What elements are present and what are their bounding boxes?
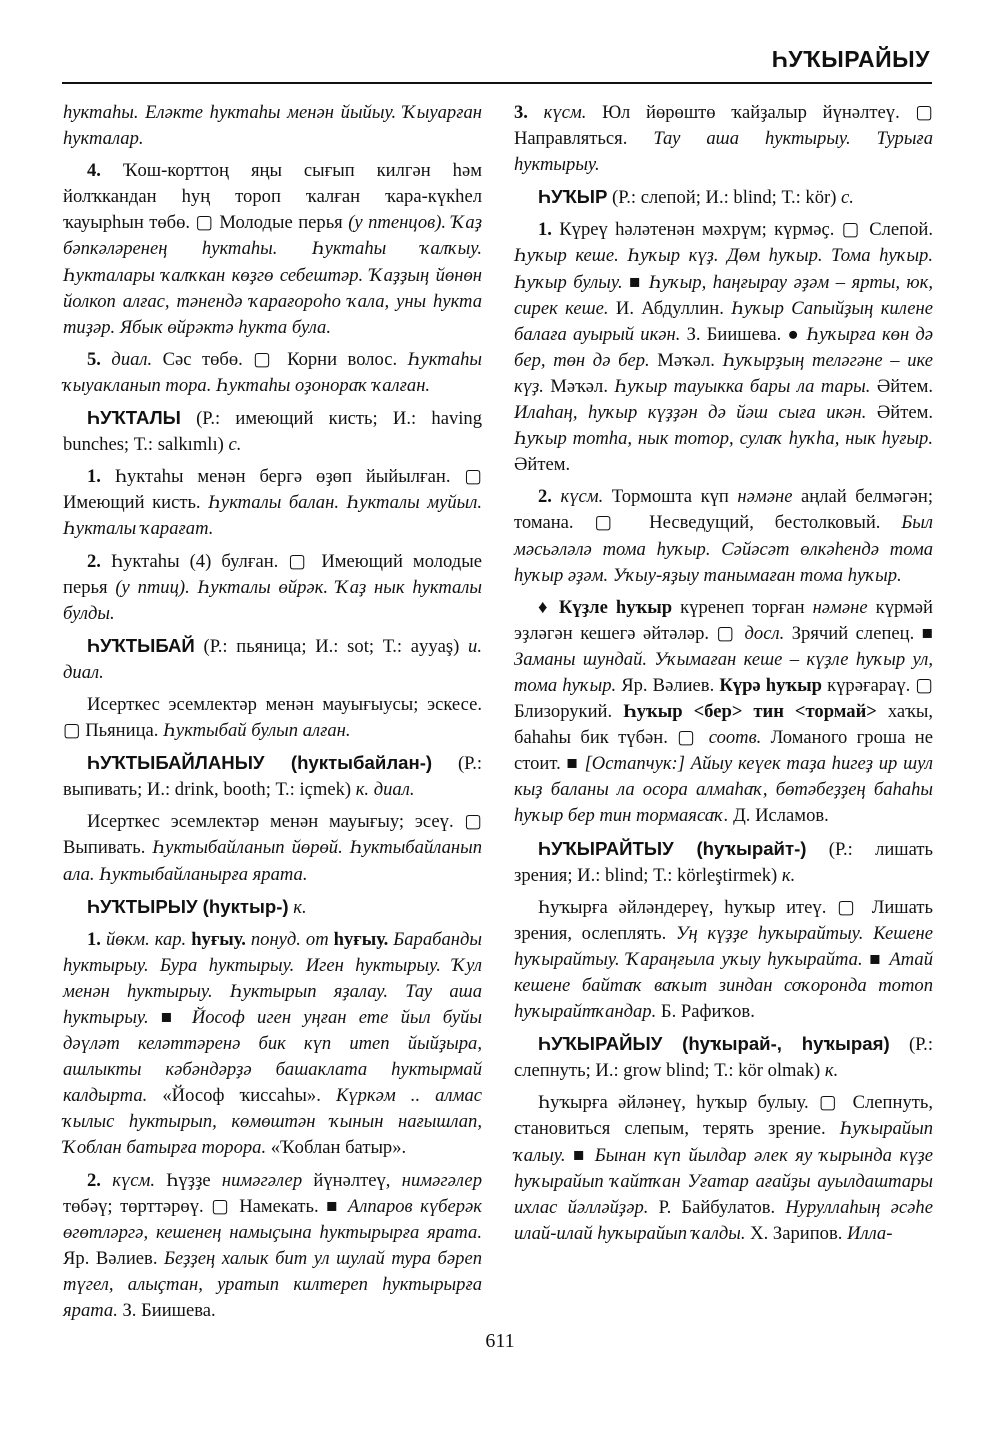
entry-text: Алпаров күберәк өгөтләргә, кешенең намыҫына һуктырырға ярата. bbox=[63, 1195, 483, 1243]
entry-text: Тау аша һуктырыу. Турыға һуктырыу. bbox=[514, 128, 933, 176]
entry-text: Исерткес эсемлектәр менән мауығыу; эсеү. ▢ Выпивать. bbox=[63, 811, 482, 859]
entry-text: Һүҙҙе bbox=[154, 1169, 222, 1191]
entry-text: Зрячий слепец. ■ bbox=[784, 622, 933, 644]
entry-text: хаҡы, баһаһы бик түбән. ▢ bbox=[514, 701, 933, 749]
entry-text: Һуҡырға көн дә бер, төн дә бер. bbox=[514, 323, 934, 371]
entry-text: Әйтем. bbox=[866, 402, 933, 424]
dictionary-paragraph bbox=[514, 1090, 933, 1247]
entry-text: Һуктыбай булып алған. bbox=[163, 720, 351, 742]
entry-text: күсм. bbox=[560, 486, 604, 508]
dictionary-paragraph bbox=[63, 692, 482, 744]
entry-text: йүнәлтеү, bbox=[302, 1169, 402, 1191]
entry-text bbox=[101, 1170, 112, 1191]
entry-text: (Р.: имеющий кисть; И.: having bunches; Т.: salkımlı) bbox=[63, 408, 482, 456]
entry-text: Мәҡәл. bbox=[543, 375, 615, 397]
entry-text: күрмәй эҙләгән кешегә әйтәләр. ▢ bbox=[514, 596, 933, 644]
entry-headword: ҺУҠЫРАЙЫУ (һуҡырай-, һуҡырая) bbox=[538, 1033, 890, 1055]
left-column bbox=[63, 100, 482, 1330]
entry-text: Һуҡыр, һаңғырау әҙәм – ярты, юк, сирек кеше. bbox=[514, 271, 933, 319]
dictionary-paragraph bbox=[63, 549, 482, 627]
entry-text: (Р.: выпивать; И.: drink, booth; Т.: içmek) bbox=[63, 753, 483, 801]
entry-text: (у птенцов). Ҡаҙ бәпкәләренең һуктаһы. Һуктаһы ҡалҡыу. Һукталары ҡалҡкан көҙгө себештәр. Ҡаҙҙың йөнөн йолкоп алғас, тәнендә ҡарағороһо ҡала, уны һукта тиҙәр. Ябык өйрәктә һукта була. bbox=[63, 212, 482, 338]
dictionary-paragraph bbox=[63, 894, 482, 921]
entry-headword: ҺУҠТЫБАЙЛАНЫУ (һуктыбайлан-) bbox=[87, 752, 433, 774]
entry-text: Әйтем. bbox=[870, 375, 934, 397]
entry-text: күренеп торған bbox=[672, 596, 813, 618]
entry-text: нәмәне bbox=[812, 596, 868, 618]
entry-text: Ломаного гроша не стоит. ■ bbox=[514, 727, 933, 775]
dictionary-paragraph bbox=[63, 464, 482, 542]
entry-text: Илаһаң, һуҡыр күҙҙән дә йәш сыға икән. bbox=[514, 402, 867, 424]
entry-text: «Йософ ҡиссаһы». bbox=[147, 1085, 336, 1107]
entry-text: (Р.: пьяница; И.: sot; Т.: ayyaş) bbox=[194, 635, 469, 657]
right-column bbox=[514, 100, 933, 1253]
entry-text: Һуҡыр тотһа, нык тотор, сулаҡ һуҡһа, нык һуғыр. bbox=[514, 428, 933, 450]
entry-text: Сәс төбө. ▢ Корни волос. bbox=[152, 348, 408, 370]
entry-text: с. bbox=[841, 187, 854, 209]
entry-text: йөкм. кар. bbox=[105, 928, 187, 950]
entry-text: Уң күҙҙе һуҡырайтыу. Кешене һуҡырайтыу. Ҡараңғыла уҡыу һуҡырайта. bbox=[514, 922, 933, 970]
dictionary-paragraph bbox=[63, 633, 482, 686]
entry-text: Был мәсьәләлә тома һуҡыр. Сәйәсәт өлкәһендә тома һуҡыр әҙәм. Уҡыу-яҙыу танымаған тома һуҡыр. bbox=[514, 512, 933, 586]
entry-headword: ҺУҠТЫБАЙ bbox=[87, 634, 195, 656]
entry-text: (Р.: слепой; И.: blind; Т.: kör) bbox=[607, 187, 842, 209]
entry-text: Илла- bbox=[847, 1222, 893, 1244]
page-number: 611 bbox=[485, 1330, 515, 1352]
entry-text: Б. Рафиҡов. bbox=[656, 1001, 755, 1023]
dictionary-paragraph bbox=[514, 100, 933, 178]
entry-text: аңлай белмәгән; томана. ▢ Несведущий, бестолковый. bbox=[514, 486, 933, 534]
entry-text: 2. bbox=[538, 486, 552, 508]
entry-text: ♦ bbox=[538, 596, 559, 618]
entry-text: Д. Исламов. bbox=[728, 805, 829, 827]
entry-text: Һуҡыр <бер> тин <тормай> bbox=[623, 701, 877, 723]
entry-text: З. Биишева. ● bbox=[680, 323, 807, 345]
entry-text bbox=[101, 349, 111, 370]
entry-text: һуғыу. bbox=[333, 928, 389, 950]
entry-text: к. диал. bbox=[355, 779, 415, 801]
entry-text: Һуктаһы ҡыуакланып тора. Һуктаһы оҙонораҡ ҡалған. bbox=[63, 348, 483, 396]
entry-text: 2. bbox=[87, 550, 101, 572]
entry-text: Мәҡәл. bbox=[649, 349, 723, 371]
entry-text: Яр. Вәлиев. bbox=[63, 1247, 165, 1269]
entry-text: Һуҡырҙың теләгәне – ике күҙ. bbox=[514, 349, 933, 397]
entry-text: «Ҡоблан батыр». bbox=[266, 1137, 407, 1159]
entry-text: ■ bbox=[565, 1144, 595, 1166]
entry-text: Һуктаһы (4) булған. ▢ Имеющий молодые перья bbox=[63, 550, 482, 598]
entry-text: Юл йөрөштө ҡайҙалыр йүнәлтеү. ▢ Направляться. bbox=[514, 102, 934, 150]
entry-text: 4. bbox=[87, 160, 101, 182]
dictionary-paragraph bbox=[63, 1168, 482, 1325]
entry-text: һуктаһы. Еләкте һуктаһы менән йыйыу. Ҡыуарған һукталар. bbox=[63, 102, 482, 150]
entry-text: нимәгәлер bbox=[401, 1169, 482, 1191]
entry-text: [Остапчук:] Айыу кеүек таҙа һигеҙ ир шул кыҙ баланы ла осора алмаһаҡ, бөтәбеҙҙең баһаһы һуҡыр бер тин тормаясаҡ. bbox=[514, 753, 933, 827]
dictionary-paragraph bbox=[63, 405, 482, 458]
entry-text: досл. bbox=[744, 622, 785, 644]
entry-text: Һуктыбайланып йөрөй. Һуктыбайланып ала. Һуктыбайланырға ярата. bbox=[63, 837, 482, 885]
entry-text: ■ bbox=[862, 948, 890, 970]
entry-text: Тормошта күп bbox=[603, 486, 738, 508]
entry-text: Һуҡыр тауыкка бары ла тары. bbox=[614, 375, 871, 397]
dictionary-paragraph bbox=[63, 347, 482, 399]
running-head: ҺУҠЫРАЙЫУ bbox=[771, 46, 930, 72]
entry-text: күсм. bbox=[543, 102, 587, 123]
entry-text: (Р.: слепнуть; И.: grow blind; Т.: kör olmak) bbox=[514, 1034, 933, 1082]
entry-text bbox=[552, 486, 561, 507]
dictionary-paragraph bbox=[63, 158, 482, 341]
entry-text: 5. bbox=[87, 348, 101, 370]
entry-text: Күҙле һуҡыр bbox=[558, 596, 673, 618]
entry-text: Ҡош-корттоң яңы сығып килгән һәм йолҡкандан һуң тороп ҡалған ҡара-күкһел ҡауырһын төбө. ▢ Молодые перья bbox=[63, 160, 482, 234]
entry-text: күрәғараү. ▢ Близорукий. bbox=[514, 674, 933, 723]
entry-text: 3. bbox=[514, 102, 528, 123]
entry-text: Яр. Вәлиев. bbox=[616, 674, 720, 696]
entry-text: Бынан күп йылдар әлек яу ҡырында күҙе һуҡырайып ҡайтҡан Уғатар ағайҙы ауылдаштары ихлас йәлләйҙәр. bbox=[514, 1144, 933, 1218]
entry-text: Һуҡыр Сапыйҙың килене балаға ауырый икән. bbox=[514, 297, 933, 345]
dictionary-paragraph bbox=[63, 927, 482, 1162]
entry-text: Күреү һәләтенән мәхрүм; күрмәҫ. ▢ Слепой. bbox=[551, 219, 933, 241]
dictionary-paragraph bbox=[63, 750, 482, 803]
entry-text: Һуҡырға әйләнеү, һуҡыр булыу. ▢ Слепнуть, становиться слепым, терять зрение. bbox=[514, 1092, 933, 1140]
entry-text: Һуҡырайып ҡалыу. bbox=[514, 1118, 933, 1166]
entry-text: Р. Байбулатов. bbox=[648, 1196, 786, 1218]
entry-text: понуд. от bbox=[250, 928, 329, 950]
entry-text: Барабанды һуктырыу. Бура һуктырыу. Иген һуктырыу. Ҡул менән һуктырыу. Һуктырып яҙалау. Тау аша һуктырыу. bbox=[63, 928, 483, 1028]
dictionary-paragraph bbox=[514, 184, 933, 211]
entry-headword: ҺУҠЫР bbox=[538, 186, 608, 208]
dictionary-paragraph bbox=[514, 836, 933, 889]
entry-text: ■ bbox=[148, 1007, 192, 1028]
entry-text: нәмәне bbox=[737, 486, 793, 508]
entry-text: Күркәм .. алмас ҡылыс һуктырып, көмөштән ҡынын нағышлап, Ҡоблан батырға торора. bbox=[63, 1085, 482, 1159]
entry-text: (Р.: лишать зрения; И.: blind; Т.: körleştirmek) bbox=[514, 838, 933, 886]
entry-text: нимәгәлер bbox=[221, 1169, 303, 1191]
entry-text: диал. bbox=[111, 348, 153, 370]
dictionary-paragraph bbox=[514, 1031, 933, 1084]
entry-text: Әйтем. bbox=[514, 454, 571, 476]
entry-text: һуғыу. bbox=[191, 928, 246, 950]
entry-text: к. bbox=[824, 1060, 839, 1082]
entry-text: и. диал. bbox=[63, 635, 482, 683]
entry-text: Беҙҙең халык бит ул шулай тура бәреп түгел, алыҫтан, уратып килтереп һуктырырға ярата. bbox=[63, 1247, 482, 1322]
entry-headword: ҺУҠЫРАЙТЫУ (һуҡырайт-) bbox=[538, 837, 807, 859]
entry-text: ■ bbox=[622, 271, 649, 293]
entry-text: к. bbox=[293, 896, 307, 918]
entry-text: к. bbox=[781, 864, 796, 886]
entry-text: Заманы шундай. Уҡымаған кеше – күҙле һуҡыр ул, тома һуҡыр. bbox=[514, 648, 933, 696]
entry-text: Йософ иген уңған ете йыл буйы дәүләт келәттәренә бик күп итеп йыйҙыра, ашлыкты кәбәндәрҙә башаклата һуктырмай калдырта. bbox=[63, 1007, 483, 1107]
entry-text: Нуруллаһың әсәһе илай-илай һуҡырайып ҡалды. bbox=[514, 1196, 933, 1244]
dictionary-paragraph bbox=[63, 809, 482, 887]
entry-text: с. bbox=[228, 434, 242, 456]
entry-text: Һуҡырға әйләндереү, һуҡыр итеү. ▢ Лишать зрения, ослеплять. bbox=[514, 896, 933, 944]
entry-text: З. Биишева. bbox=[117, 1300, 216, 1322]
dictionary-paragraph bbox=[514, 484, 933, 588]
entry-text: 2. bbox=[87, 1169, 101, 1191]
entry-text: 1. bbox=[87, 466, 101, 488]
entry-text: И. Абдуллин. bbox=[608, 297, 732, 319]
entry-headword: ҺУҠТАЛЫ bbox=[87, 407, 181, 429]
entry-text: 1. bbox=[538, 219, 552, 241]
entry-text: Һуктаһы менән бергә өҙөп йыйылған. ▢ Имеющий кисть. bbox=[63, 466, 482, 514]
entry-text: төбәү; төрттәрөү. ▢ Намекать. ■ bbox=[63, 1195, 348, 1217]
entry-text: Һукталы балан. Һукталы муйыл. Һукталы ҡарағат. bbox=[63, 492, 482, 540]
entry-text: (у птиц). Һукталы өйрәк. Ҡаҙ нык һукталы булды. bbox=[63, 576, 482, 624]
dictionary-paragraph bbox=[514, 595, 933, 830]
entry-text: соотв. bbox=[708, 727, 762, 749]
entry-text: 1. bbox=[87, 928, 101, 950]
dictionary-paragraph bbox=[514, 217, 933, 478]
header-rule bbox=[62, 82, 932, 84]
dictionary-paragraph bbox=[63, 100, 482, 152]
dictionary-paragraph bbox=[514, 895, 933, 1025]
entry-headword: ҺУҠТЫРЫУ (һуктыр-) bbox=[87, 895, 289, 917]
entry-text: Исерткес эсемлектәр менән мауығыусы; эскесе. ▢ Пьяница. bbox=[63, 693, 482, 742]
entry-text: Атай кешене байтаҡ ваҡыт зиндан соҡоронда тотоп һуҡырайтҡандар. bbox=[514, 948, 934, 1023]
entry-text bbox=[528, 102, 544, 123]
entry-text: күсм. bbox=[112, 1169, 155, 1191]
entry-text: Күрә һуҡыр bbox=[719, 674, 822, 696]
entry-text: Һуҡыр кеше. Һуҡыр күҙ. Дөм һуҡыр. Тома һуҡыр. Һуҡыр булыу. bbox=[514, 245, 933, 293]
entry-text: Х. Зарипов. bbox=[745, 1222, 848, 1244]
